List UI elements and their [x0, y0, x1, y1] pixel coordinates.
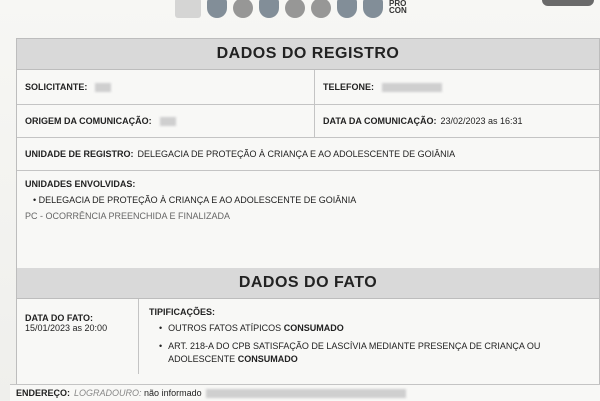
redacted-value: [206, 389, 406, 398]
eagle-emblem-icon: [311, 0, 331, 18]
redacted-value: [160, 117, 176, 126]
solicitante-telefone-row: [17, 70, 599, 105]
solicitante-cell: [17, 70, 315, 104]
fato-body: [17, 299, 599, 374]
data-fato-value: 15/01/2023 as 20:00: [25, 323, 108, 333]
police-badge-icon: [337, 0, 357, 18]
bullet-icon: •: [159, 323, 163, 333]
tipificacao-status: CONSUMADO: [237, 354, 298, 364]
unidade-value: DELEGACIA DE PROTEÇÃO À CRIANÇA E AO ADOLESCENTE DE GOIÂNIA: [137, 149, 456, 159]
telefone-cell: [315, 70, 599, 104]
data-fato-cell: [17, 299, 139, 374]
solicitante-label: SOLICITANTE:: [25, 82, 88, 92]
data-comunicacao-value: 23/02/2023 as 16:31: [440, 116, 523, 126]
origem-data-row: [17, 105, 599, 138]
unidade-label: UNIDADE DE REGISTRO:: [25, 149, 134, 159]
redacted-value: [95, 83, 111, 92]
data-comunicacao-label: DATA DA COMUNICAÇÃO:: [323, 116, 437, 126]
status-text: PC - OCORRÊNCIA PREENCHIDA E FINALIZADA: [25, 211, 231, 221]
redacted-value: [382, 83, 442, 92]
registro-section: [16, 38, 600, 264]
police-badge-icon: [259, 0, 279, 18]
origem-cell: [17, 105, 315, 137]
police-badge-icon: [207, 0, 227, 18]
unidade-cell: [17, 138, 599, 170]
agency-logos: [175, 0, 407, 24]
data-comunicacao-cell: [315, 105, 599, 137]
agency-seal-icon: [233, 0, 253, 18]
fato-title: DADOS DO FATO: [17, 268, 599, 299]
corner-logo: [542, 0, 594, 6]
logradouro-value: não informado: [144, 388, 202, 398]
bullet-icon: •: [33, 195, 39, 205]
endereco-row: [10, 384, 600, 401]
agency-seal-icon: [285, 0, 305, 18]
police-badge-icon: [363, 0, 383, 18]
endereco-label: ENDEREÇO:: [16, 388, 71, 398]
origem-label: ORIGEM DA COMUNICAÇÃO:: [25, 116, 152, 126]
agency-logo: [175, 0, 201, 18]
tipificacoes-cell: [139, 299, 599, 374]
unidades-envolvidas-block: [17, 171, 599, 229]
tipificacoes-label: TIPIFICAÇÕES:: [149, 307, 216, 317]
procon-logo: PRO CON: [389, 0, 407, 15]
envolvidas-label: UNIDADES ENVOLVIDAS:: [25, 179, 136, 189]
tipificacao-status: CONSUMADO: [283, 323, 344, 333]
registro-title: DADOS DO REGISTRO: [17, 39, 599, 70]
bullet-icon: •: [159, 341, 163, 351]
envolvidas-list-item: • DELEGACIA DE PROTEÇÃO À CRIANÇA E AO ADOLESCENTE DE GOIÂNIA: [33, 195, 357, 205]
unidade-row: [17, 138, 599, 171]
logradouro-label: LOGRADOURO:: [74, 388, 142, 398]
tipificacao-item: • OUTROS FATOS ATÍPICOS CONSUMADO: [159, 323, 344, 333]
telefone-label: TELEFONE:: [323, 82, 374, 92]
fato-section: [16, 262, 600, 385]
tipificacao-item: • ART. 218-A DO CPB SATISFAÇÃO DE LASCÍVIA MEDIANTE PRESENÇA DE CRIANÇA OU ADOLESCENTE CONSUMADO: [159, 341, 541, 364]
data-fato-label: DATA DO FATO:: [25, 313, 93, 323]
